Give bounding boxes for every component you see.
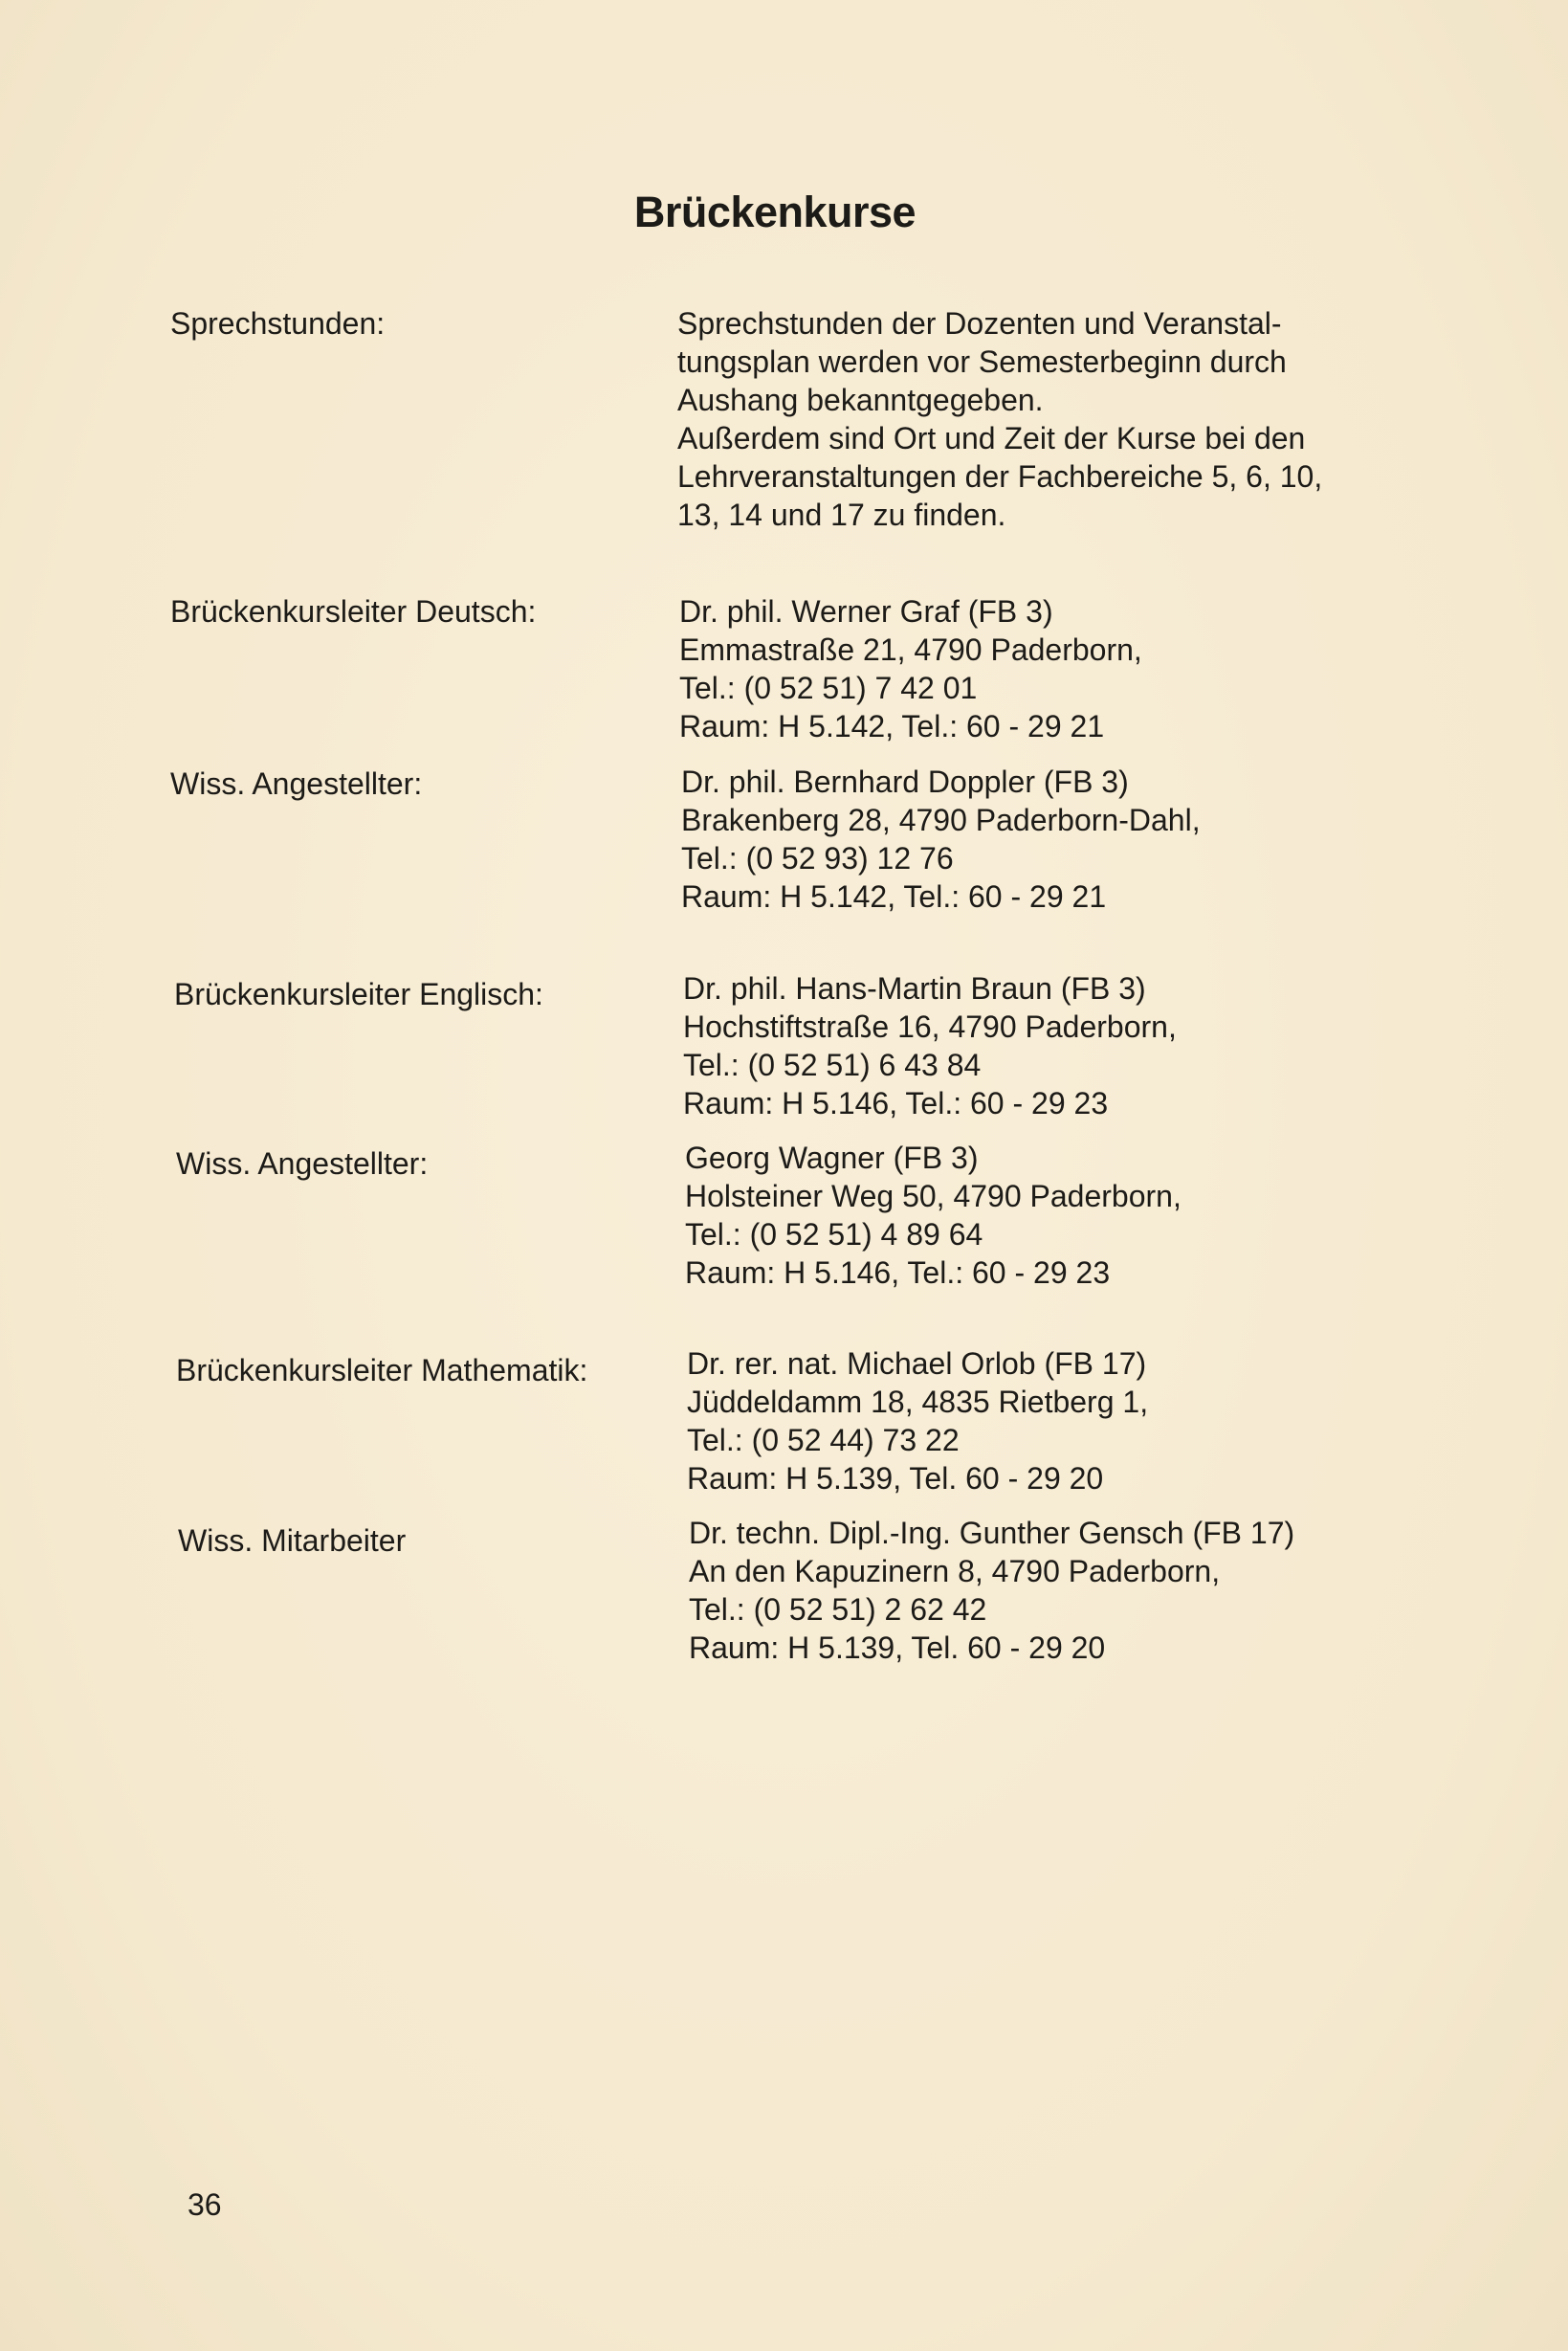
contact-name: Dr. rer. nat. Michael Orlob (FB 17) <box>687 1346 1147 1381</box>
page-title: Brückenkurse <box>633 188 917 236</box>
contact-name: Dr. phil. Werner Graf (FB 3) <box>679 594 1053 629</box>
contact-address: Emmastraße 21, 4790 Paderborn, <box>679 632 1142 667</box>
contact-name: Dr. phil. Bernhard Doppler (FB 3) <box>681 765 1129 799</box>
section-label: Wiss. Angestellter: <box>170 766 423 801</box>
contact-block <box>681 763 1447 916</box>
contact-phone: Tel.: (0 52 51) 2 62 42 <box>689 1592 987 1627</box>
contact-name: Georg Wagner (FB 3) <box>685 1141 979 1175</box>
contact-address: Brakenberg 28, 4790 Paderborn-Dahl, <box>681 803 1201 837</box>
contact-block <box>689 1514 1454 1667</box>
contact-block <box>685 1139 1450 1292</box>
text-line: Aushang bekanntgegeben. <box>677 383 1044 417</box>
contact-phone: Tel.: (0 52 93) 12 76 <box>681 841 954 876</box>
contact-address: Holsteiner Weg 50, 4790 Paderborn, <box>685 1179 1182 1213</box>
contact-phone: Tel.: (0 52 51) 6 43 84 <box>683 1048 982 1082</box>
contact-block <box>687 1344 1452 1497</box>
text-line: Außerdem sind Ort und Zeit der Kurse bei den <box>677 421 1306 455</box>
contact-address: Jüddeldamm 18, 4835 Rietberg 1, <box>687 1385 1149 1419</box>
section-label: Sprechstunden: <box>170 306 386 341</box>
section-label: Wiss. Mitarbeiter <box>178 1523 407 1558</box>
section-label: Brückenkursleiter Deutsch: <box>170 594 537 629</box>
section-label: Brückenkursleiter Mathematik: <box>176 1353 588 1387</box>
contact-room: Raum: H 5.139, Tel. 60 - 29 20 <box>689 1630 1106 1665</box>
contact-room: Raum: H 5.146, Tel.: 60 - 29 23 <box>685 1255 1111 1290</box>
contact-phone: Tel.: (0 52 44) 73 22 <box>687 1423 960 1457</box>
text-line: Sprechstunden der Dozenten und Veranstal- <box>677 306 1282 341</box>
text-line: Lehrveranstaltungen der Fachbereiche 5, 6, 10, <box>677 459 1323 494</box>
contact-phone: Tel.: (0 52 51) 4 89 64 <box>685 1217 983 1252</box>
contact-address: An den Kapuzinern 8, 4790 Paderborn, <box>689 1554 1221 1588</box>
section-text <box>677 304 1443 534</box>
contact-room: Raum: H 5.139, Tel. 60 - 29 20 <box>687 1461 1104 1496</box>
contact-room: Raum: H 5.146, Tel.: 60 - 29 23 <box>683 1086 1109 1120</box>
section-label: Brückenkursleiter Englisch: <box>174 977 543 1011</box>
text-line: tungsplan werden vor Semesterbeginn durch <box>677 344 1287 379</box>
contact-name: Dr. phil. Hans-Martin Braun (FB 3) <box>683 971 1146 1006</box>
contact-address: Hochstiftstraße 16, 4790 Paderborn, <box>683 1009 1177 1044</box>
text-line: 13, 14 und 17 zu finden. <box>677 498 1006 532</box>
contact-name: Dr. techn. Dipl.-Ing. Gunther Gensch (FB 17) <box>689 1516 1295 1550</box>
page-number: 36 <box>188 2187 222 2222</box>
contact-room: Raum: H 5.142, Tel.: 60 - 29 21 <box>681 879 1107 914</box>
contact-block <box>679 592 1445 745</box>
section-label: Wiss. Angestellter: <box>176 1146 429 1181</box>
contact-block <box>683 969 1448 1122</box>
contact-phone: Tel.: (0 52 51) 7 42 01 <box>679 671 978 705</box>
contact-room: Raum: H 5.142, Tel.: 60 - 29 21 <box>679 709 1105 743</box>
